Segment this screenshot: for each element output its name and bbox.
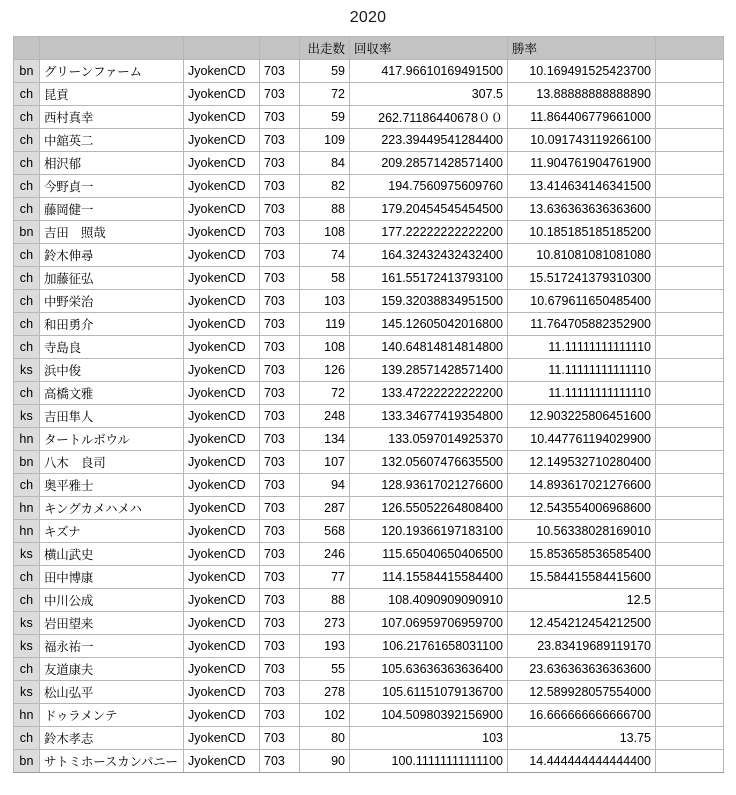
cell-code: 703 (260, 727, 300, 750)
cell-name: ドゥラメンテ (40, 704, 184, 727)
cell-code: 703 (260, 359, 300, 382)
cell-category: ch (14, 198, 40, 221)
cell-code: 703 (260, 83, 300, 106)
column-header-source (184, 37, 260, 60)
cell-winrate: 10.81081081081080 (508, 244, 656, 267)
cell-blank (656, 635, 724, 658)
cell-name: 中舘英二 (40, 129, 184, 152)
cell-return: 133.47222222222200 (350, 382, 508, 405)
cell-runs: 568 (300, 520, 350, 543)
cell-runs: 77 (300, 566, 350, 589)
cell-blank (656, 612, 724, 635)
cell-return: 105.61151079136700 (350, 681, 508, 704)
cell-return: 417.96610169491500 (350, 60, 508, 83)
cell-category: bn (14, 451, 40, 474)
table-row (14, 750, 724, 773)
cell-blank (656, 60, 724, 83)
table-row (14, 727, 724, 750)
cell-blank (656, 244, 724, 267)
cell-runs: 80 (300, 727, 350, 750)
cell-category: ch (14, 727, 40, 750)
table-row (14, 635, 724, 658)
cell-name: 西村真幸 (40, 106, 184, 129)
cell-category: bn (14, 221, 40, 244)
cell-source: JyokenCD (184, 405, 260, 428)
cell-code: 703 (260, 267, 300, 290)
cell-code: 703 (260, 497, 300, 520)
cell-name: 和田勇介 (40, 313, 184, 336)
cell-runs: 134 (300, 428, 350, 451)
cell-return: 103 (350, 727, 508, 750)
cell-return: 223.39449541284400 (350, 129, 508, 152)
cell-blank (656, 336, 724, 359)
cell-category: ch (14, 244, 40, 267)
cell-winrate: 12.589928057554000 (508, 681, 656, 704)
cell-source: JyokenCD (184, 474, 260, 497)
cell-category: ch (14, 382, 40, 405)
cell-return: 179.20454545454500 (350, 198, 508, 221)
cell-runs: 102 (300, 704, 350, 727)
cell-code: 703 (260, 543, 300, 566)
cell-winrate: 13.88888888888890 (508, 83, 656, 106)
cell-return: 100.11111111111100 (350, 750, 508, 773)
table-row (14, 520, 724, 543)
cell-name: キズナ (40, 520, 184, 543)
table-container (0, 36, 736, 773)
table-row (14, 543, 724, 566)
column-header-blank (656, 37, 724, 60)
cell-code: 703 (260, 635, 300, 658)
cell-name: 吉田隼人 (40, 405, 184, 428)
cell-source: JyokenCD (184, 612, 260, 635)
cell-winrate: 11.864406779661000 (508, 106, 656, 129)
cell-return: 107.06959706959700 (350, 612, 508, 635)
cell-source: JyokenCD (184, 727, 260, 750)
cell-code: 703 (260, 681, 300, 704)
cell-source: JyokenCD (184, 428, 260, 451)
cell-blank (656, 520, 724, 543)
cell-category: bn (14, 60, 40, 83)
cell-winrate: 14.444444444444400 (508, 750, 656, 773)
cell-runs: 88 (300, 589, 350, 612)
cell-code: 703 (260, 129, 300, 152)
cell-source: JyokenCD (184, 704, 260, 727)
cell-category: ks (14, 612, 40, 635)
cell-source: JyokenCD (184, 267, 260, 290)
cell-winrate: 10.091743119266100 (508, 129, 656, 152)
cell-code: 703 (260, 658, 300, 681)
table-row (14, 290, 724, 313)
table-row (14, 474, 724, 497)
cell-return: 161.55172413793100 (350, 267, 508, 290)
cell-winrate: 13.414634146341500 (508, 175, 656, 198)
cell-code: 703 (260, 244, 300, 267)
cell-category: hn (14, 428, 40, 451)
cell-category: ch (14, 106, 40, 129)
cell-name: 寺島良 (40, 336, 184, 359)
cell-runs: 108 (300, 336, 350, 359)
cell-source: JyokenCD (184, 497, 260, 520)
column-header-category (14, 37, 40, 60)
cell-blank (656, 658, 724, 681)
cell-return: 307.5 (350, 83, 508, 106)
cell-name: 福永祐一 (40, 635, 184, 658)
cell-return: 106.21761658031100 (350, 635, 508, 658)
cell-winrate: 10.679611650485400 (508, 290, 656, 313)
table-row (14, 566, 724, 589)
cell-return: 194.7560975609760 (350, 175, 508, 198)
table-row (14, 175, 724, 198)
cell-source: JyokenCD (184, 60, 260, 83)
cell-code: 703 (260, 612, 300, 635)
cell-winrate: 10.447761194029900 (508, 428, 656, 451)
cell-blank (656, 704, 724, 727)
cell-source: JyokenCD (184, 681, 260, 704)
column-header-runs: 出走数 (300, 37, 350, 60)
table-row (14, 106, 724, 129)
cell-return: 139.28571428571400 (350, 359, 508, 382)
cell-name: 友道康夫 (40, 658, 184, 681)
cell-source: JyokenCD (184, 635, 260, 658)
cell-runs: 88 (300, 198, 350, 221)
cell-return: 262.71186440678００ (350, 106, 508, 129)
cell-winrate: 12.5 (508, 589, 656, 612)
cell-runs: 246 (300, 543, 350, 566)
cell-source: JyokenCD (184, 451, 260, 474)
cell-winrate: 12.149532710280400 (508, 451, 656, 474)
cell-name: 中野栄治 (40, 290, 184, 313)
cell-runs: 94 (300, 474, 350, 497)
cell-source: JyokenCD (184, 175, 260, 198)
cell-blank (656, 451, 724, 474)
cell-winrate: 11.11111111111110 (508, 336, 656, 359)
table-row (14, 681, 724, 704)
cell-return: 108.4090909090910 (350, 589, 508, 612)
cell-name: サトミホースカンパニー (40, 750, 184, 773)
cell-name: タートルボウル (40, 428, 184, 451)
cell-code: 703 (260, 474, 300, 497)
cell-winrate: 11.764705882352900 (508, 313, 656, 336)
page-title: 2020 (349, 9, 387, 26)
cell-name: 田中博康 (40, 566, 184, 589)
cell-return: 177.22222222222200 (350, 221, 508, 244)
table-row (14, 612, 724, 635)
cell-winrate: 14.893617021276600 (508, 474, 656, 497)
table-row (14, 244, 724, 267)
cell-runs: 90 (300, 750, 350, 773)
cell-blank (656, 129, 724, 152)
table-row (14, 704, 724, 727)
cell-blank (656, 106, 724, 129)
table-row (14, 428, 724, 451)
cell-blank (656, 382, 724, 405)
cell-blank (656, 175, 724, 198)
cell-code: 703 (260, 60, 300, 83)
cell-runs: 273 (300, 612, 350, 635)
cell-category: bn (14, 750, 40, 773)
cell-category: ks (14, 635, 40, 658)
cell-name: 高橋文雅 (40, 382, 184, 405)
cell-code: 703 (260, 382, 300, 405)
cell-return: 159.32038834951500 (350, 290, 508, 313)
cell-code: 703 (260, 704, 300, 727)
cell-name: 今野貞一 (40, 175, 184, 198)
cell-category: ch (14, 658, 40, 681)
cell-category: ch (14, 267, 40, 290)
cell-category: ks (14, 681, 40, 704)
cell-category: ch (14, 474, 40, 497)
cell-code: 703 (260, 198, 300, 221)
cell-code: 703 (260, 336, 300, 359)
cell-category: ch (14, 83, 40, 106)
table-row (14, 359, 724, 382)
cell-blank (656, 198, 724, 221)
column-header-name (40, 37, 184, 60)
cell-source: JyokenCD (184, 152, 260, 175)
cell-source: JyokenCD (184, 313, 260, 336)
cell-blank (656, 497, 724, 520)
cell-code: 703 (260, 221, 300, 244)
cell-category: ch (14, 336, 40, 359)
cell-category: hn (14, 520, 40, 543)
cell-source: JyokenCD (184, 520, 260, 543)
cell-code: 703 (260, 428, 300, 451)
cell-category: ch (14, 313, 40, 336)
cell-category: ch (14, 566, 40, 589)
cell-name: 藤岡健一 (40, 198, 184, 221)
cell-source: JyokenCD (184, 83, 260, 106)
cell-source: JyokenCD (184, 221, 260, 244)
cell-name: 中川公成 (40, 589, 184, 612)
cell-name: 八木 良司 (40, 451, 184, 474)
column-header-return: 回収率 (350, 37, 508, 60)
cell-category: ch (14, 290, 40, 313)
cell-runs: 55 (300, 658, 350, 681)
table-row (14, 589, 724, 612)
cell-category: hn (14, 497, 40, 520)
cell-source: JyokenCD (184, 290, 260, 313)
cell-code: 703 (260, 290, 300, 313)
cell-code: 703 (260, 152, 300, 175)
cell-category: ks (14, 359, 40, 382)
cell-winrate: 16.666666666666700 (508, 704, 656, 727)
cell-name: 昆貢 (40, 83, 184, 106)
cell-code: 703 (260, 589, 300, 612)
table-row (14, 658, 724, 681)
cell-winrate: 13.636363636363600 (508, 198, 656, 221)
cell-blank (656, 566, 724, 589)
cell-runs: 119 (300, 313, 350, 336)
cell-blank (656, 589, 724, 612)
cell-return: 140.64814814814800 (350, 336, 508, 359)
cell-name: グリーンファーム (40, 60, 184, 83)
cell-winrate: 11.11111111111110 (508, 359, 656, 382)
cell-return: 120.19366197183100 (350, 520, 508, 543)
data-table (13, 36, 724, 773)
cell-blank (656, 313, 724, 336)
cell-runs: 103 (300, 290, 350, 313)
table-row (14, 451, 724, 474)
cell-code: 703 (260, 175, 300, 198)
table-row (14, 267, 724, 290)
cell-return: 128.93617021276600 (350, 474, 508, 497)
cell-source: JyokenCD (184, 198, 260, 221)
cell-source: JyokenCD (184, 750, 260, 773)
cell-name: 吉田 照哉 (40, 221, 184, 244)
cell-source: JyokenCD (184, 244, 260, 267)
cell-category: ks (14, 405, 40, 428)
cell-winrate: 11.904761904761900 (508, 152, 656, 175)
table-row (14, 60, 724, 83)
cell-blank (656, 405, 724, 428)
cell-runs: 84 (300, 152, 350, 175)
cell-winrate: 15.584415584415600 (508, 566, 656, 589)
cell-source: JyokenCD (184, 382, 260, 405)
cell-source: JyokenCD (184, 566, 260, 589)
cell-runs: 82 (300, 175, 350, 198)
cell-name: 相沢郁 (40, 152, 184, 175)
cell-code: 703 (260, 405, 300, 428)
cell-code: 703 (260, 106, 300, 129)
cell-runs: 278 (300, 681, 350, 704)
column-header-code (260, 37, 300, 60)
cell-winrate: 13.75 (508, 727, 656, 750)
cell-category: hn (14, 704, 40, 727)
cell-runs: 109 (300, 129, 350, 152)
cell-source: JyokenCD (184, 658, 260, 681)
cell-runs: 126 (300, 359, 350, 382)
cell-return: 209.28571428571400 (350, 152, 508, 175)
cell-source: JyokenCD (184, 359, 260, 382)
cell-return: 115.65040650406500 (350, 543, 508, 566)
header-row (14, 37, 724, 60)
table-body (14, 60, 724, 773)
cell-name: 奥平雅士 (40, 474, 184, 497)
cell-blank (656, 727, 724, 750)
cell-code: 703 (260, 520, 300, 543)
cell-name: 横山武史 (40, 543, 184, 566)
cell-return: 126.55052264808400 (350, 497, 508, 520)
cell-source: JyokenCD (184, 336, 260, 359)
cell-winrate: 12.903225806451600 (508, 405, 656, 428)
cell-return: 132.05607476635500 (350, 451, 508, 474)
cell-return: 145.12605042016800 (350, 313, 508, 336)
cell-source: JyokenCD (184, 129, 260, 152)
cell-winrate: 12.454212454212500 (508, 612, 656, 635)
cell-return: 105.63636363636400 (350, 658, 508, 681)
table-row (14, 221, 724, 244)
cell-blank (656, 359, 724, 382)
cell-blank (656, 83, 724, 106)
table-row (14, 313, 724, 336)
cell-runs: 59 (300, 60, 350, 83)
cell-winrate: 15.853658536585400 (508, 543, 656, 566)
cell-runs: 58 (300, 267, 350, 290)
cell-winrate: 10.185185185185200 (508, 221, 656, 244)
cell-blank (656, 152, 724, 175)
table-row (14, 336, 724, 359)
cell-code: 703 (260, 451, 300, 474)
cell-winrate: 10.56338028169010 (508, 520, 656, 543)
cell-winrate: 23.83419689119170 (508, 635, 656, 658)
cell-runs: 248 (300, 405, 350, 428)
cell-blank (656, 543, 724, 566)
table-row (14, 382, 724, 405)
cell-runs: 74 (300, 244, 350, 267)
cell-name: 浜中俊 (40, 359, 184, 382)
cell-name: 鈴木孝志 (40, 727, 184, 750)
cell-runs: 108 (300, 221, 350, 244)
column-header-winrate: 勝率 (508, 37, 656, 60)
cell-runs: 59 (300, 106, 350, 129)
cell-blank (656, 290, 724, 313)
cell-source: JyokenCD (184, 106, 260, 129)
cell-name: 松山弘平 (40, 681, 184, 704)
cell-category: ch (14, 175, 40, 198)
cell-blank (656, 221, 724, 244)
table-row (14, 497, 724, 520)
cell-return: 114.15584415584400 (350, 566, 508, 589)
cell-runs: 193 (300, 635, 350, 658)
cell-category: ch (14, 129, 40, 152)
cell-name: 鈴木伸尋 (40, 244, 184, 267)
cell-winrate: 10.169491525423700 (508, 60, 656, 83)
cell-name: 加藤征弘 (40, 267, 184, 290)
cell-runs: 72 (300, 382, 350, 405)
table-row (14, 152, 724, 175)
cell-blank (656, 428, 724, 451)
cell-category: ch (14, 152, 40, 175)
cell-category: ks (14, 543, 40, 566)
cell-winrate: 23.636363636363600 (508, 658, 656, 681)
cell-winrate: 15.517241379310300 (508, 267, 656, 290)
cell-winrate: 12.543554006968600 (508, 497, 656, 520)
cell-source: JyokenCD (184, 589, 260, 612)
cell-code: 703 (260, 566, 300, 589)
cell-name: キングカメハメハ (40, 497, 184, 520)
cell-code: 703 (260, 750, 300, 773)
cell-return: 133.0597014925370 (350, 428, 508, 451)
cell-blank (656, 474, 724, 497)
cell-return: 164.32432432432400 (350, 244, 508, 267)
cell-runs: 107 (300, 451, 350, 474)
cell-blank (656, 267, 724, 290)
table-header (14, 37, 724, 60)
cell-runs: 287 (300, 497, 350, 520)
cell-blank (656, 750, 724, 773)
cell-code: 703 (260, 313, 300, 336)
cell-name: 岩田望来 (40, 612, 184, 635)
table-row (14, 198, 724, 221)
cell-category: ch (14, 589, 40, 612)
cell-source: JyokenCD (184, 543, 260, 566)
table-row (14, 405, 724, 428)
cell-runs: 72 (300, 83, 350, 106)
table-row (14, 83, 724, 106)
table-row (14, 129, 724, 152)
cell-blank (656, 681, 724, 704)
cell-return: 104.50980392156900 (350, 704, 508, 727)
cell-return: 133.34677419354800 (350, 405, 508, 428)
cell-winrate: 11.11111111111110 (508, 382, 656, 405)
